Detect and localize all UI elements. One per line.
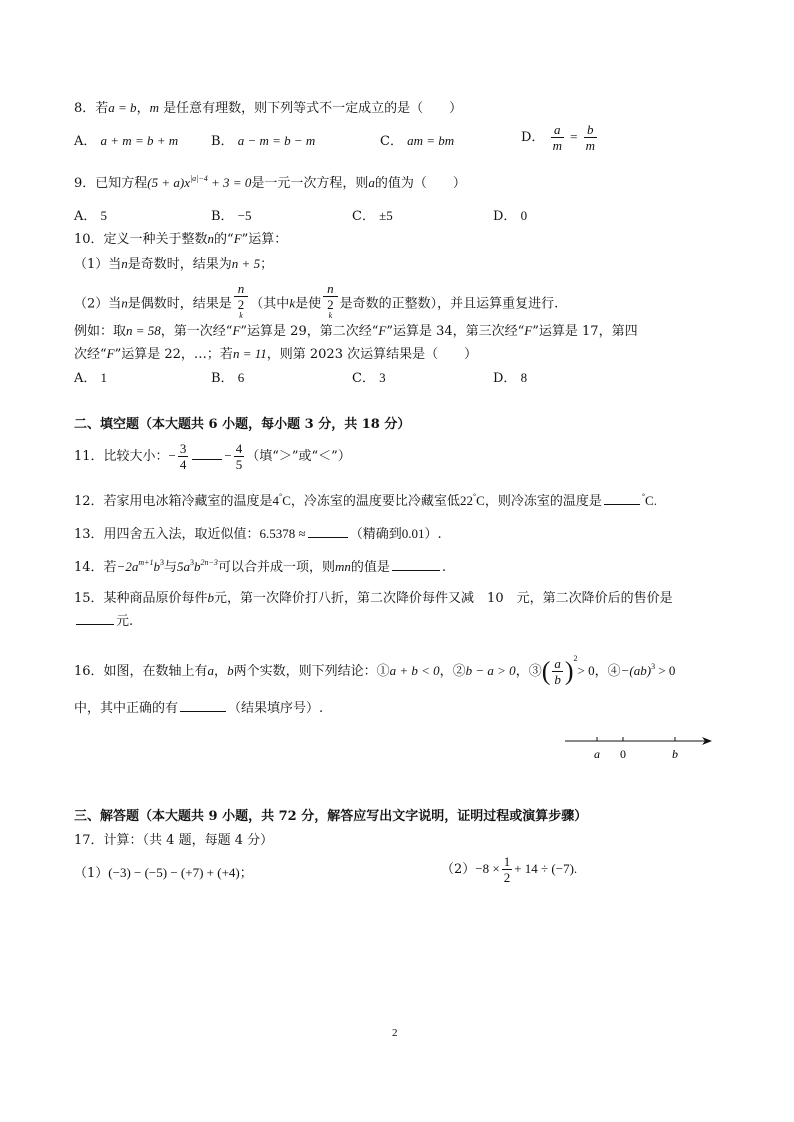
fraction: $\frac{1}{2}$	[503, 854, 511, 885]
question-10-case-1: （1）当n是奇数时，结果为n + 5；	[74, 256, 274, 272]
fraction: n 2 $^k$	[234, 281, 249, 327]
label-a: a	[594, 747, 600, 761]
question-17-part-2: （2）−8 × $\frac{1}{2}$ + 14 ÷ (−7).	[441, 854, 578, 885]
question-14: 14．若$-2a^{m+1}b^3$与$5a^3b^{2n-3}$可以合并成一项，则mn的值是 .	[74, 558, 446, 575]
fraction: $\frac{a}{m}$	[552, 122, 562, 153]
number-line-figure	[560, 732, 720, 766]
question-9-stem: 9．已知方程$(5 + a)x^{|a|-4} + 3 = 0$是一元一次方程，则a的值为（ ）	[74, 174, 466, 191]
label-b: b	[672, 747, 678, 761]
section-3-title: 三、解答题（本大题共 9 小题，共 72 分，解答应写出文字说明，证明过程或演算步骤）	[74, 809, 588, 824]
question-13: 13．用四舍五入法，取近似值：6.5378 ≈ （精确到0.01）.	[74, 526, 442, 542]
question-9-option-d: D． 0	[493, 208, 528, 224]
question-10-stem: 10．定义一种关于整数n的“F”运算：	[74, 231, 288, 247]
answer-blank[interactable]	[192, 458, 222, 460]
fraction: $\frac{3}{4}$	[179, 441, 187, 472]
question-16-line-2: 中，其中正确的有 （结果填序号）.	[74, 701, 324, 716]
fraction: $\frac{a}{b}$	[554, 656, 561, 687]
section-2-title: 二、填空题（本大题共 6 小题，每小题 3 分，共 18 分）	[74, 417, 411, 432]
question-9-option-c: C． ±5	[352, 208, 393, 224]
answer-blank[interactable]	[392, 569, 440, 571]
answer-blank[interactable]	[604, 503, 640, 505]
question-10-option-c: C． 3	[352, 370, 386, 386]
answer-blank[interactable]	[308, 536, 348, 538]
question-8-option-a: A． a + m = b + m	[74, 133, 179, 149]
question-8-option-b: B． a − m = b − m	[211, 133, 316, 149]
question-15-line-2: 元.	[74, 613, 133, 631]
question-9-option-b: B． −5	[211, 208, 252, 224]
question-9-option-a: A． 5	[74, 208, 108, 224]
fraction: $\frac{b}{m}$	[585, 122, 595, 153]
question-10-example-line-2: 次经“F”运算是 22，…；若n = 11，则第 2023 次运算结果是（ ）	[74, 346, 478, 362]
question-12: 12．若家用电冰箱冷藏室的温度是4°C，冷冻室的温度要比冷藏室低22°C，则冷冻室的温度是 °C.	[74, 492, 657, 509]
question-17-part-1: （1）(−3) − (−5) − (+7) + (+4)；	[74, 865, 253, 881]
answer-blank[interactable]	[180, 710, 226, 712]
answer-blank[interactable]	[76, 623, 114, 625]
question-10-option-a: A． 1	[74, 370, 108, 386]
question-10-case-2: （2）当n是偶数时，结果是 n 2 $^k$ （其中k是使 n 2 $^k$ 是奇数的正整数），并且运算重复进行.	[74, 281, 558, 327]
question-10-option-b: B． 6	[211, 370, 245, 386]
question-8-stem: 8．若a = b，m 是任意有理数，则下列等式不一定成立的是（ ）	[74, 100, 463, 116]
question-10-option-d: D． 8	[493, 370, 528, 386]
question-8-option-d: D． $\frac{a}{m}$ = $\frac{b}{m}$	[521, 122, 595, 153]
question-8-option-c: C． am = bm	[380, 133, 455, 149]
question-17-stem: 17．计算：（共 4 题，每题 4 分）	[74, 833, 274, 848]
question-10-example-line-1: 例如：取n = 58，第一次经“F”运算是 29，第二次经“F”运算是 34，第三次经“F”运算是 17，第四	[74, 323, 638, 339]
question-15: 15．某种商品原价每件b元，第一次降价打八折，第二次降价每件又减 10 元，第二次降价后的售价是	[74, 590, 673, 606]
parenthesized-fraction: ( $\frac{a}{b}$ )$^2$	[541, 654, 578, 687]
fraction: n 2 $^k$	[323, 281, 338, 327]
fraction: $\frac{4}{5}$	[235, 441, 243, 472]
page-number: 2	[392, 1027, 398, 1039]
label-zero: 0	[620, 747, 626, 761]
question-16: 16．如图，在数轴上有a，b两个实数，则下列结论：①a + b < 0，②b − a > 0，③( $\frac{a}{b}$ )$^2$> 0，④−(ab)$^3$ > 0	[74, 654, 676, 687]
question-11: 11．比较大小：− $\frac{3}{4}$ − $\frac{4}{5}$ （填“＞”或“＜”）	[74, 441, 351, 472]
